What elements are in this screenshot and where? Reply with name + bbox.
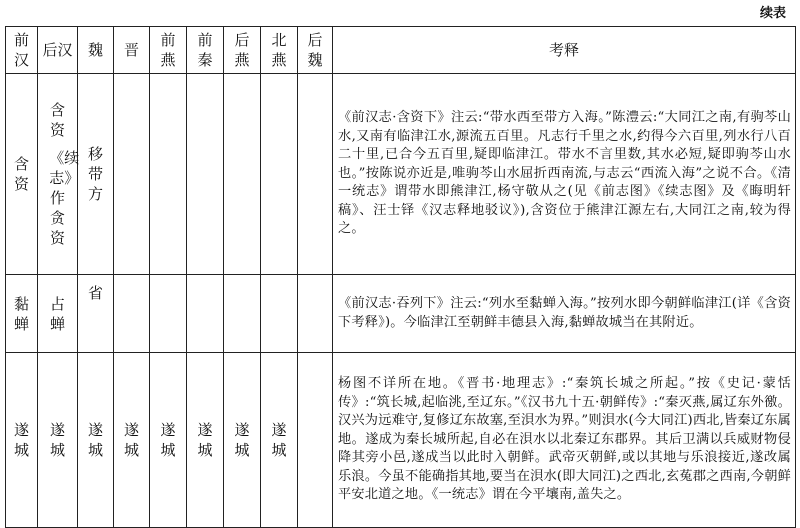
houhan-name: 含资: [49, 101, 65, 139]
header-houyan: 后燕: [224, 27, 261, 74]
header-notes: 考释: [333, 27, 796, 74]
header-qianqin: 前秦: [187, 27, 224, 74]
cell-houwei: [298, 74, 333, 275]
header-beiyan: 北燕: [261, 27, 298, 74]
cell-notes: 《前汉志·吞列下》注云:“列水至黏蝉入海。”按列水即今朝鲜临津江(详《含资下考释》)。今临津江至朝鲜丰德县入海,黏蝉故城当在其附近。: [333, 275, 796, 353]
header-qianyan: 前燕: [150, 27, 187, 74]
cell-beiyan: [261, 275, 298, 353]
table-row: [6, 74, 796, 275]
cell-qianhan: 含资: [6, 74, 38, 275]
header-houwei: 后魏: [298, 27, 333, 74]
cell-houhan: 遂城: [38, 353, 78, 528]
cell-wei: 遂城: [78, 353, 114, 528]
cell-beiyan: [261, 74, 298, 275]
cell-qianyan: 遂城: [150, 353, 187, 528]
cell-qianqin: [187, 74, 224, 275]
header-wei: 魏: [78, 27, 114, 74]
houhan-variant-note: 《续志》作贪资: [49, 149, 80, 247]
continued-label: 续表: [759, 6, 786, 21]
header-row: [6, 27, 796, 74]
cell-jin: 遂城: [114, 353, 150, 528]
cell-houhan: [38, 74, 78, 275]
cell-wei: 省: [78, 275, 114, 353]
table-row: [6, 275, 796, 353]
cell-wei: 移带方: [78, 74, 114, 275]
cell-jin: [114, 275, 150, 353]
header-jin: 晋: [114, 27, 150, 74]
cell-qianqin: [187, 275, 224, 353]
table-row: [6, 353, 796, 528]
cell-houyan: [224, 275, 261, 353]
cell-qianqin: 遂城: [187, 353, 224, 528]
header-qianhan: 前汉: [6, 27, 38, 74]
cell-houwei: [298, 353, 333, 528]
cell-houyan: 遂城: [224, 353, 261, 528]
cell-houyan: [224, 74, 261, 275]
cell-beiyan: 遂城: [261, 353, 298, 528]
cell-notes: 杨图不详所在地。《晋书·地理志》:“秦筑长城之所起。”按《史记·蒙恬传》:“筑长城,起临洮,至辽东。”《汉书九十五·朝鲜传》:“秦灭燕,属辽东外徼。汉兴为远难守,复修辽东故塞,至浿水为界。”则浿水(今大同江)西北,皆秦辽东属地。遂成为秦长城所起,自必在浿水以北秦辽东郡界。其后卫满以兵威财物侵降其旁小邑,遂成当以此时入朝鲜。武帝灭朝鲜,或以其地与乐浪接近,遂改属乐浪。今虽不能确指其地,要当在浿水(即大同江)之西北,玄菟郡之西南,今朝鲜平安北道之地。《一统志》谓在今平壤南,盖失之。: [333, 353, 796, 528]
cell-houhan: 占蝉: [38, 275, 78, 353]
cell-qianhan: 遂城: [6, 353, 38, 528]
header-houhan: 后汉: [38, 27, 78, 74]
cell-qianyan: [150, 74, 187, 275]
cell-qianyan: [150, 275, 187, 353]
cell-houwei: [298, 275, 333, 353]
cell-jin: [114, 74, 150, 275]
gazetteer-table: [5, 26, 796, 528]
cell-qianhan: 黏蝉: [6, 275, 38, 353]
cell-notes: 《前汉志·含资下》注云:“带水西至带方入海。”陈澧云:“大同江之南,有驹芩山水,又南有临津江水,源流五百里。凡志行千里之水,约得今六百里,列水行八百二十里,已合今五百里,疑即临津江。带水不言里数,其水必短,疑即驹芩山水也。”按陈说亦近是,唯驹芩山水屈折西南流,与志云“西流入海”之说不合。《清一统志》谓带水即熊津江,杨守敬从之(见《前志图》《续志图》及《晦明轩稿》、汪士铎《汉志释地驳议》),含资位于熊津江源左右,大同江之南,较为得之。: [333, 74, 796, 275]
